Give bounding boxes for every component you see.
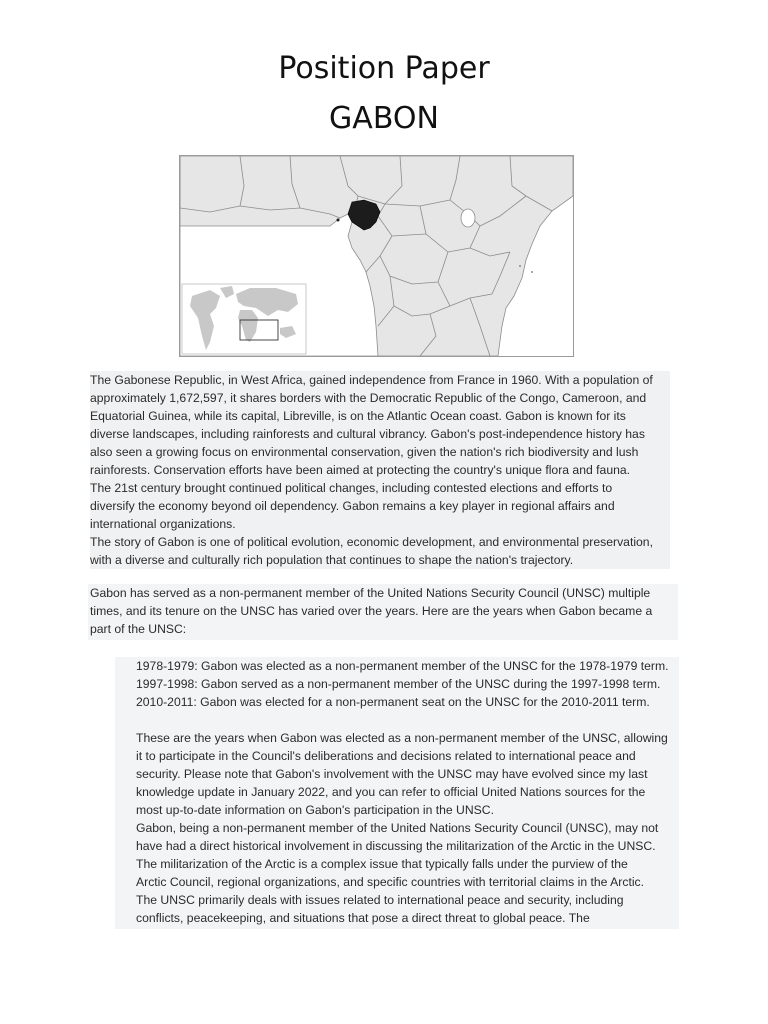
years-paragraph: [136, 729, 679, 819]
intro-line: diversify the economy beyond oil dependency. Gabon remains a key player in regional affairs and: [90, 499, 615, 513]
years-line: it to participate in the Council's deliberations and decisions related to international peace and: [136, 749, 636, 763]
document-title: Position Paper: [278, 51, 490, 86]
intro-paragraph: [90, 371, 670, 569]
map-graphic: [180, 156, 573, 356]
years-line: security. Please note that Gabon's involvement with the UNSC may have evolved since my last: [136, 767, 648, 781]
gabon-locator-map: [179, 155, 574, 357]
intro-line: Equatorial Guinea, while its capital, Libreville, is on the Atlantic Ocean coast. Gabon is known for its: [90, 409, 626, 423]
unsc-line: times, and its tenure on the UNSC has varied over the years. Here are the years when Gabon became a: [90, 604, 653, 618]
arctic-line: have had a direct historical involvement in discussing the militarization of the Arctic in the UNSC.: [136, 839, 656, 853]
arctic-line: The militarization of the Arctic is a complex issue that typically falls under the purview of the: [136, 857, 628, 871]
country-heading: GABON: [329, 101, 439, 136]
years-line: These are the years when Gabon was elected as a non-permanent member of the UNSC, allowing: [136, 731, 668, 745]
years-line: knowledge update in January 2022, and you can refer to official United Nations sources for the: [136, 785, 646, 799]
list-item: 1997-1998: Gabon served as a non-permanent member of the UNSC during the 1997-1998 term.: [136, 677, 661, 691]
intro-line: rainforests. Conservation efforts have been aimed at protecting the country's unique flora and fauna.: [90, 463, 631, 477]
unsc-line: Gabon has served as a non-permanent member of the United Nations Security Council (UNSC) multiple: [90, 586, 651, 600]
intro-line: with a diverse and culturally rich population that continues to shape the nation's trajectory.: [90, 553, 574, 567]
arctic-line: conflicts, peacekeeping, and situations that pose a direct threat to global peace. The: [136, 911, 590, 925]
intro-line: approximately 1,672,597, it shares borders with the Democratic Republic of the Congo, Cameroon, and: [90, 391, 647, 405]
unsc-paragraph: [90, 584, 678, 638]
world-inset-map: [182, 284, 306, 354]
arctic-line: The UNSC primarily deals with issues related to international peace and security, including: [136, 893, 624, 907]
arctic-line: Arctic Council, regional organizations, and specific countries with territorial claims in the Arctic.: [136, 875, 645, 889]
intro-line: The 21st century brought continued political changes, including contested elections and efforts to: [90, 481, 613, 495]
years-line: most up-to-date information on Gabon's participation in the UNSC.: [136, 803, 494, 817]
list-item: 1978-1979: Gabon was elected as a non-permanent member of the UNSC for the 1978-1979 term.: [136, 659, 669, 673]
unsc-terms-list: [136, 657, 679, 711]
list-item: 2010-2011: Gabon was elected for a non-permanent seat on the UNSC for the 2010-2011 term.: [136, 695, 650, 709]
arctic-line: Gabon, being a non-permanent member of the United Nations Security Council (UNSC), may not: [136, 821, 659, 835]
unsc-line: part of the UNSC:: [90, 622, 187, 636]
intro-line: The Gabonese Republic, in West Africa, gained independence from France in 1960. With a population of: [90, 373, 653, 387]
intro-line: diverse landscapes, including rainforests and cultural vibrancy. Gabon's post-independence history has: [90, 427, 645, 441]
intro-line: international organizations.: [90, 517, 236, 531]
intro-line: The story of Gabon is one of political evolution, economic development, and environmental preservation,: [90, 535, 653, 549]
intro-line: also seen a growing focus on environmental conservation, given the nation's rich biodiversity and lush: [90, 445, 639, 459]
lake-victoria: [461, 209, 475, 227]
arctic-paragraph: [136, 819, 679, 927]
